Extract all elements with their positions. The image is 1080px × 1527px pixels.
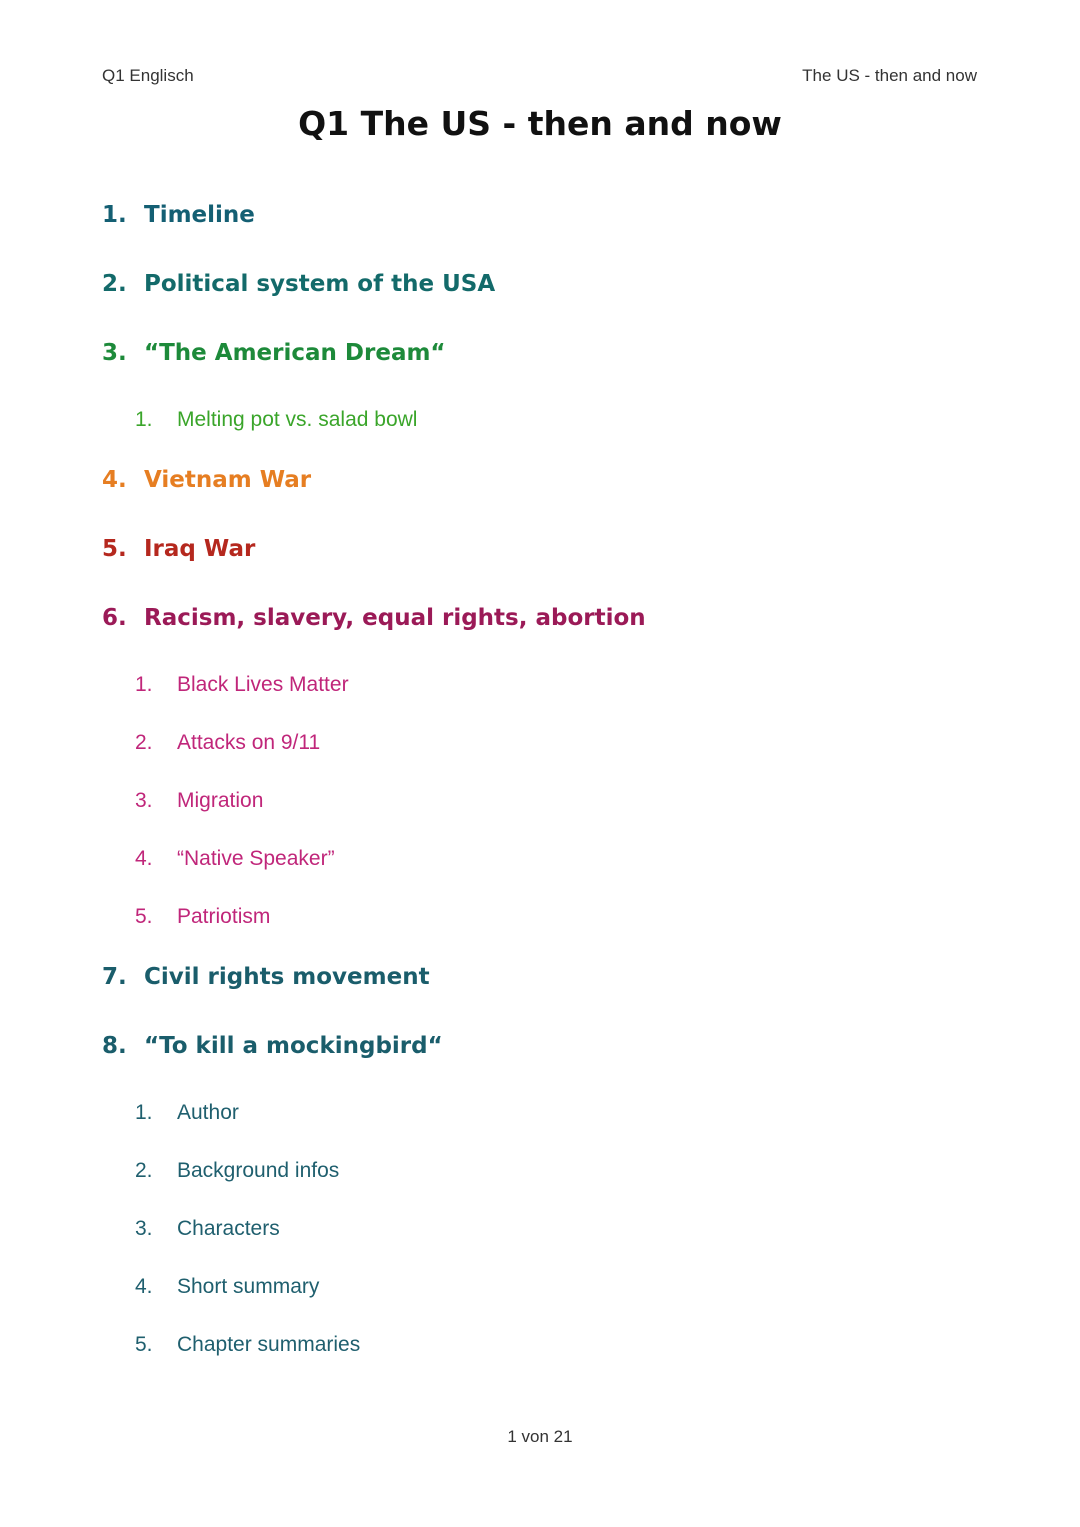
- toc-item-number: 6.: [102, 605, 127, 631]
- toc-item-timeline: [102, 202, 255, 228]
- toc-item-number: 4.: [102, 467, 127, 493]
- toc-item-label: Political system of the USA: [144, 271, 496, 297]
- toc-subitem-background-infos: [135, 1159, 339, 1183]
- header-topic: The US - then and now: [802, 66, 977, 85]
- toc-subitem-author: [135, 1101, 239, 1125]
- toc-item-label: Characters: [177, 1217, 280, 1240]
- toc-item-number: 4.: [135, 847, 153, 870]
- toc-item-label: “Native Speaker”: [177, 847, 335, 870]
- page-indicator: 1 von 21: [507, 1427, 573, 1446]
- toc-item-label: Melting pot vs. salad bowl: [177, 408, 418, 431]
- toc-item-number: 5.: [102, 536, 127, 562]
- toc-item-label: Chapter summaries: [177, 1333, 361, 1356]
- page-title: Q1 The US - then and now: [298, 104, 782, 143]
- toc-item-vietnam-war: [102, 467, 311, 493]
- toc-item-american-dream: [102, 340, 446, 366]
- toc-item-label: Vietnam War: [144, 467, 312, 493]
- toc-item-number: 2.: [135, 731, 153, 754]
- toc-item-number: 5.: [135, 1333, 153, 1356]
- header-course: Q1 Englisch: [102, 66, 194, 85]
- toc-subitem-short-summary: [135, 1275, 319, 1299]
- toc-item-label: Iraq War: [144, 536, 256, 562]
- toc-subitem-characters: [135, 1217, 280, 1241]
- toc-item-number: 4.: [135, 1275, 153, 1298]
- toc-item-label: Migration: [177, 789, 264, 812]
- toc-item-label: Racism, slavery, equal rights, abortion: [144, 605, 646, 631]
- toc-item-mockingbird: [102, 1033, 443, 1059]
- toc-item-number: 8.: [102, 1033, 127, 1059]
- toc-item-number: 3.: [135, 789, 153, 812]
- toc-subitem-migration: [135, 789, 263, 813]
- toc-item-iraq-war: [102, 536, 255, 562]
- toc-item-label: Attacks on 9/11: [177, 731, 321, 754]
- toc-item-number: 5.: [135, 905, 153, 928]
- toc-item-label: Timeline: [144, 202, 255, 228]
- toc-item-label: Short summary: [177, 1275, 320, 1298]
- toc-subitem-attacks-911: [135, 731, 320, 755]
- toc-item-label: Patriotism: [177, 905, 271, 928]
- toc-item-number: 3.: [102, 340, 127, 366]
- toc-item-label: Black Lives Matter: [177, 673, 349, 696]
- toc-item-number: 3.: [135, 1217, 153, 1240]
- toc-item-label: Author: [177, 1101, 239, 1124]
- toc-subitem-chapter-summaries: [135, 1333, 360, 1357]
- toc-subitem-melting-pot: [135, 408, 417, 432]
- toc-item-number: 1.: [135, 408, 153, 431]
- toc-item-label: Civil rights movement: [144, 964, 430, 990]
- toc-item-number: 2.: [102, 271, 127, 297]
- toc-item-label: “The American Dream“: [144, 340, 446, 366]
- toc-item-number: 1.: [135, 673, 153, 696]
- toc-subitem-patriotism: [135, 905, 270, 929]
- toc-item-number: 1.: [135, 1101, 153, 1124]
- toc-item-label: Background infos: [177, 1159, 340, 1182]
- toc-item-racism: [102, 605, 646, 631]
- toc-item-number: 7.: [102, 964, 127, 990]
- toc-subitem-black-lives-matter: [135, 673, 349, 697]
- toc-item-civil-rights: [102, 964, 430, 990]
- toc-subitem-native-speaker: [135, 847, 335, 871]
- toc-item-political-system: [102, 271, 495, 297]
- toc-item-label: “To kill a mockingbird“: [144, 1033, 443, 1059]
- toc-item-number: 2.: [135, 1159, 153, 1182]
- toc-item-number: 1.: [102, 202, 127, 228]
